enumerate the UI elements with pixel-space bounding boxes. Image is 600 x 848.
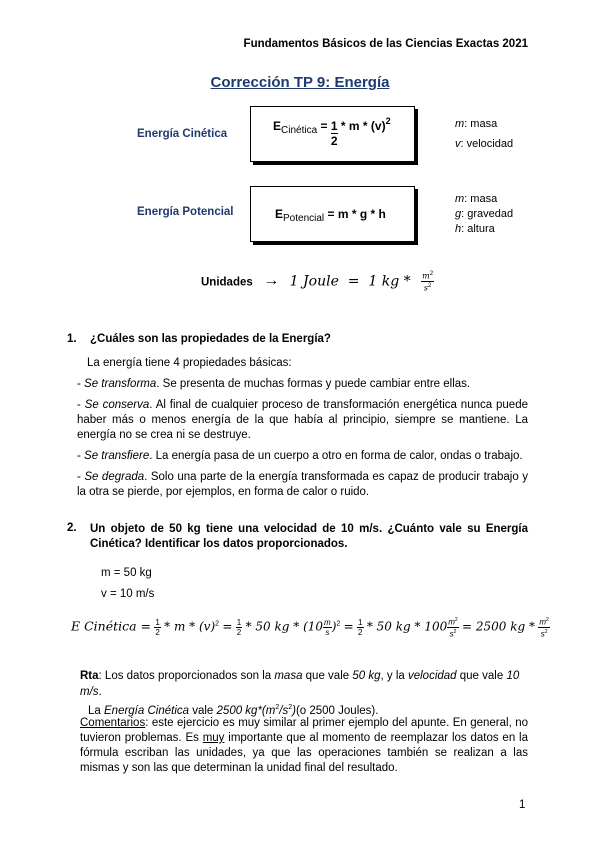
- q2-comments: Comentarios: este ejercicio es muy similar al primer ejemplo del apunte. En general, no tuvieron problemas. Es muy importante que al momento de reemplazar los datos en la fórmula escriban las unidades, ya que las operaciones también se realizan a las mismas y son las que determinan la unidad final del resultado.: [80, 717, 528, 774]
- potential-legend: m: masa g: gravedad h: altura: [455, 193, 514, 235]
- page-number: 1: [519, 799, 526, 811]
- potential-formula: $E_{Potencial} = m * g * h$: [275, 207, 386, 224]
- page-title: Corrección TP 9: Energía: [210, 74, 390, 91]
- q1-property-4: - Se degrada. Solo una parte de la energía transformada es capaz de producir trabajo y la otra se pierde, por ejemplos, en forma de calor o ruido.: [77, 471, 529, 498]
- kinetic-formula: $E_{Cinética}$ = $\frac{1}{2}$ * m * $(v)^2$: [273, 116, 391, 148]
- document-header: Fundamentos Básicos de las Ciencias Exactas 2021: [243, 38, 528, 50]
- potential-energy-label: Energía Potencial: [137, 206, 234, 218]
- question-2-number: 2.: [67, 522, 77, 534]
- q1-property-list: [77, 377, 528, 500]
- kinetic-frac-den: 2: [330, 134, 338, 148]
- potential-formula-box: [250, 186, 415, 242]
- q1-property-1: - Se transforma. Se presenta de muchas formas y puede cambiar entre ellas.: [77, 378, 471, 390]
- kinetic-formula-box: [250, 106, 415, 162]
- q2-data-mass: m = 50 kg: [101, 567, 152, 579]
- kinetic-frac-num: 1: [330, 119, 338, 133]
- q2-data-velocity: v = 10 m/s: [101, 588, 155, 600]
- question-2-title: Un objeto de 50 kg tiene una velocidad de 10 m/s. ¿Cuánto vale su Energía Cinética? Identificar los datos proporcionados.: [90, 523, 528, 550]
- arrow-icon: →: [263, 272, 280, 290]
- q1-property-2: - Se conserva. Al final de cualquier proceso de transformación energética nunca puede haber más o menos energía de la que había al principio, siempre se mantiene. La energía no se crea ni se destruye.: [77, 399, 528, 441]
- q2-equation: E Cinética = $\frac{1}{2}$ * m * $(v)^2$ = $\frac{1}{2}$ * 50 kg * (10 $\frac{m}{s}$ )$^2$ = $\frac{1}{2}$ * 50 kg * 100 $\frac{m^2}{s^2}$ = 2500 kg * $\frac{m^2}{s^2}$: [71, 617, 549, 639]
- kinetic-legend: m: masa v: velocidad: [455, 118, 514, 150]
- kinetic-energy-label: Energía Cinética: [137, 128, 228, 140]
- q2-answer: Rta: Los datos proporcionados son la masa que vale 50 kg, y la velocidad que vale 10 m/s. La Energía Cinética vale 2500 $kg*(m^2/s^2)(o$ 2500 Joules).: [80, 670, 520, 717]
- q1-intro: La energía tiene 4 propiedades básicas:: [87, 357, 292, 369]
- units-line: Unidades → 1 Joule = 1 kg * $\frac{m^2}{s^2}$: [201, 271, 434, 293]
- q1-property-3: - Se transfiere. La energía pasa de un cuerpo a otro en forma de calor, ondas o trabajo.: [77, 450, 523, 462]
- question-1-title: ¿Cuáles son las propiedades de la Energía?: [90, 333, 331, 345]
- question-1-number: 1.: [67, 333, 77, 345]
